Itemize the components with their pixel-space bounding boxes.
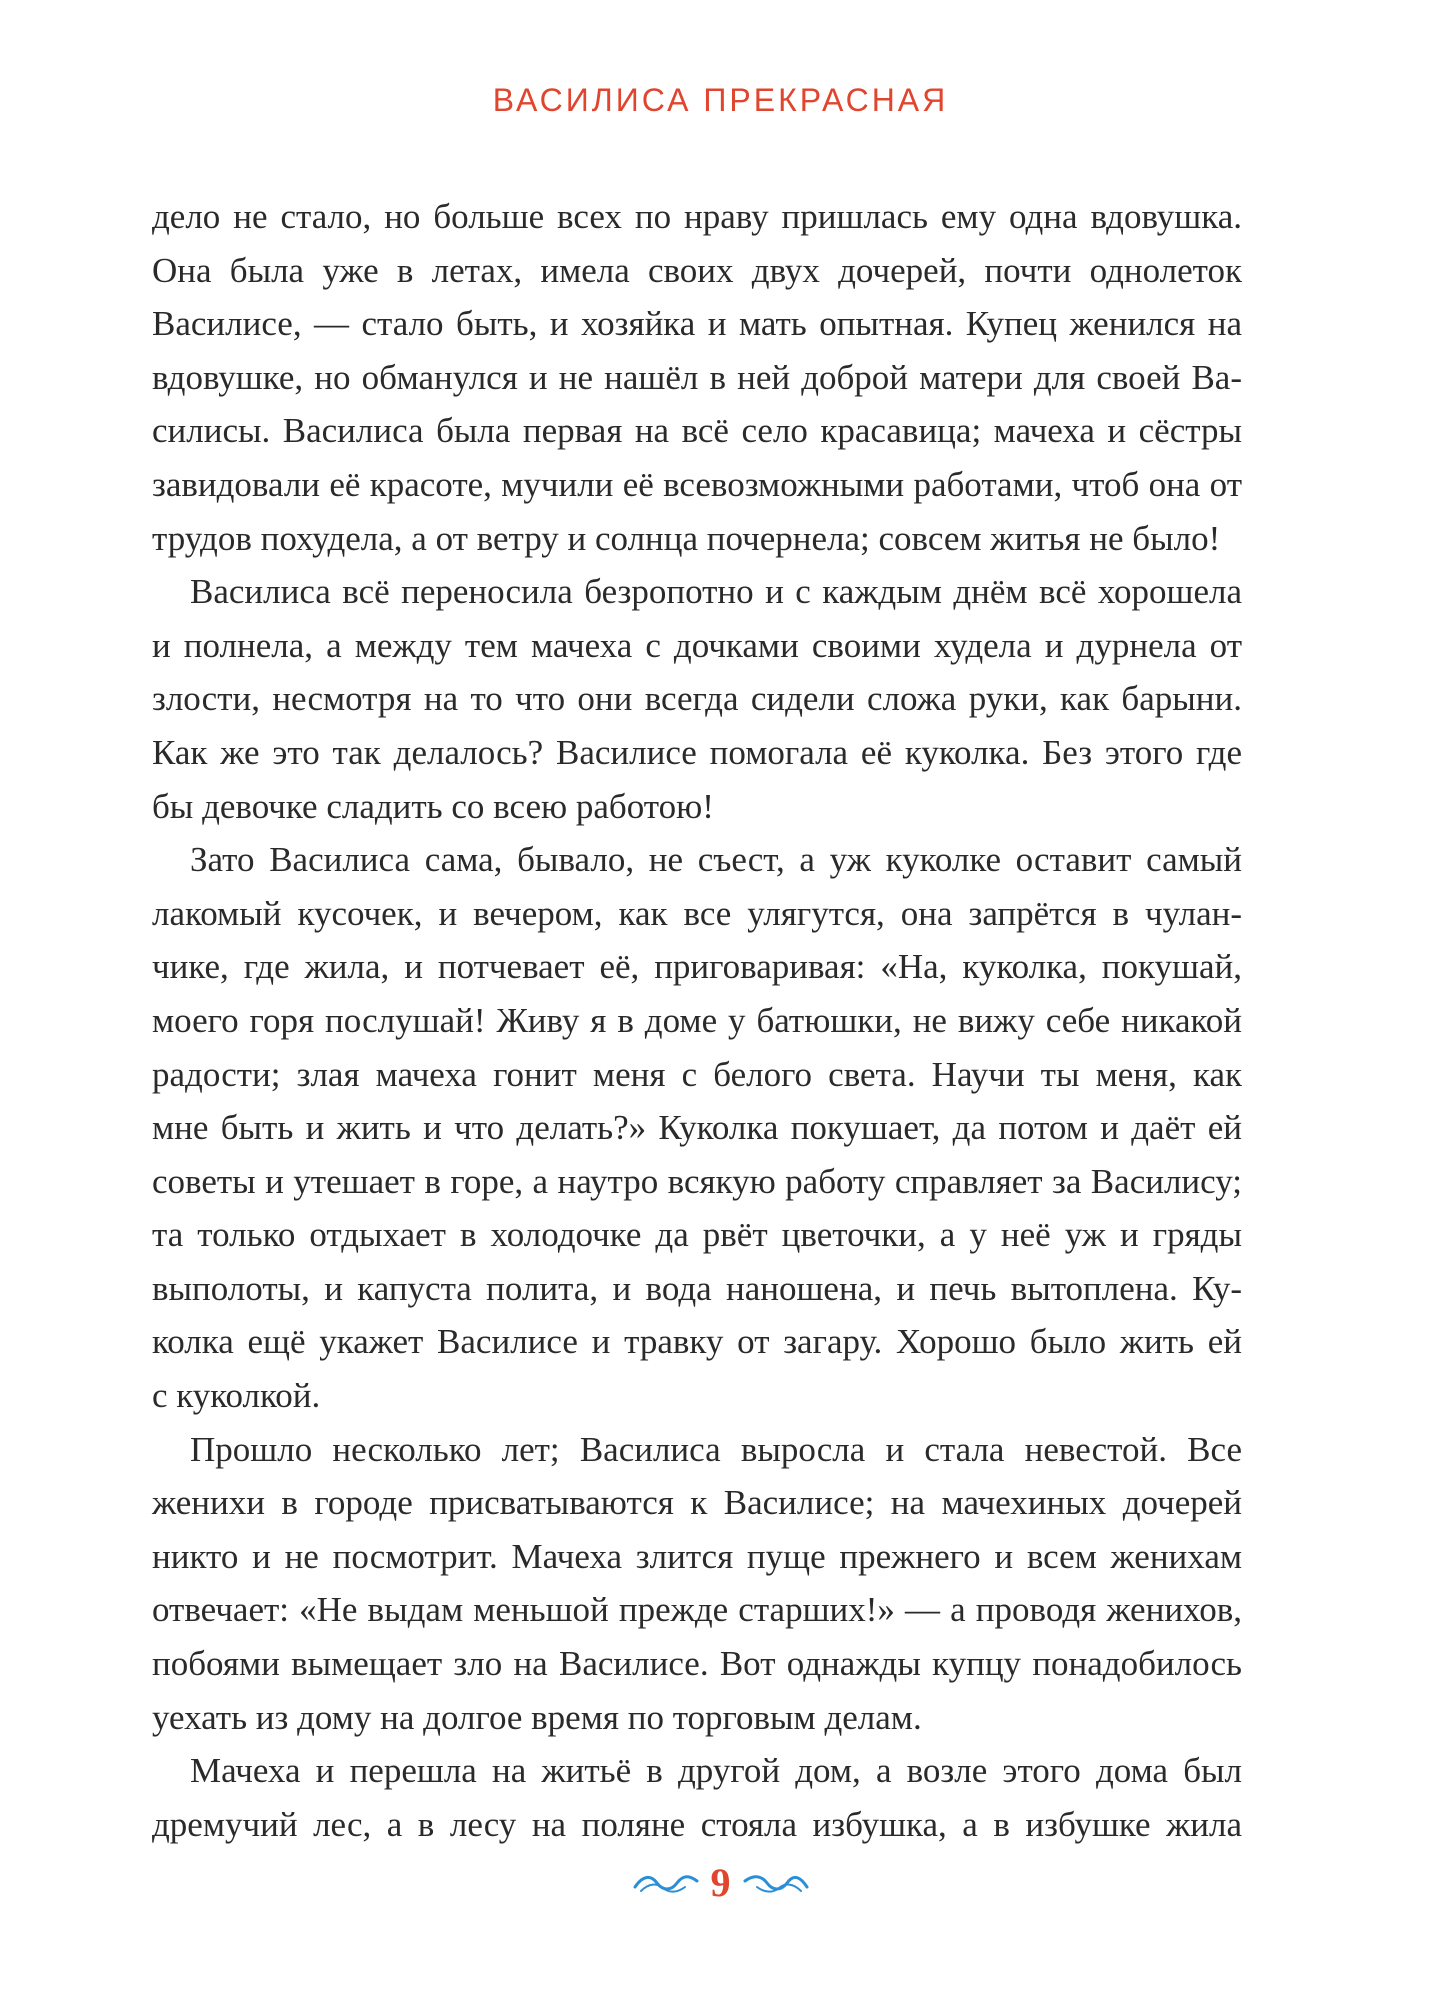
text-line: вдовушке, но обманулся и не нашёл в ней доброй матери для своей Ва- [152,357,1242,397]
text-line: дело не стало, но больше всех по нраву пришлась ему одна вдовушка. [152,197,1242,236]
page-number: 9 [710,1860,731,1905]
text-line: завидовали её красоте, мучили её всевозможными работами, чтоб она от [152,464,1242,504]
body-text [152,190,1242,1851]
text-line: Василиса всё переносила безропотно и с каждым днём всё хорошела [190,572,1242,612]
page-footer [0,1858,1441,1908]
text-line: Прошло несколько лет; Василиса выросла и стала невестой. Все [190,1429,1242,1469]
paragraph [152,190,1242,565]
text-line: с куколкой. [152,1376,321,1416]
text-line: чике, где жила, и потчевает её, приговаривая: «На, куколка, покушай, [152,947,1242,987]
paragraph [152,1744,1242,1851]
right-swash-ornament-icon [741,1871,811,1895]
text-line: мне быть и жить и что делать?» Куколка покушает, да потом и даёт ей [152,1108,1242,1148]
text-line: радости; злая мачеха гонит меня с белого света. Научи ты меня, как [152,1054,1242,1094]
text-line: бы девочке сладить со всею работою! [152,786,714,826]
text-line: женихи в городе присватываются к Василисе; на мачехиных дочерей [152,1483,1242,1523]
paragraph [152,833,1242,1423]
left-swash-ornament-icon [631,1871,701,1895]
text-line: Как же это так делалось? Василисе помогала её куколка. Без этого где [152,732,1242,772]
text-line: отвечает: «Не выдам меньшой прежде старших!» — а проводя женихов, [152,1590,1242,1630]
text-line: Она была уже в летах, имела своих двух дочерей, почти однолеток [152,250,1242,290]
text-line: та только отдыхает в холодочке да рвёт цветочки, а у неё уж и гряды [152,1215,1242,1255]
text-line: колка ещё укажет Василисе и травку от загару. Хорошо было жить ей [152,1322,1242,1362]
text-line: Мачеха и перешла на житьё в другой дом, а возле этого дома был [190,1751,1242,1791]
text-line: силисы. Василиса была первая на всё село красавица; мачеха и сёстры [152,411,1242,451]
running-head: ВАСИЛИСА ПРЕКРАСНАЯ [492,82,949,118]
text-line: и полнела, а между тем мачеха с дочками своими худела и дурнела от [152,625,1242,665]
text-line: выполоты, и капуста полита, и вода наношена, и печь вытоплена. Ку- [152,1268,1242,1308]
text-line: никто и не посмотрит. Мачеха злится пуще прежнего и всем женихам [152,1536,1242,1576]
paragraph [152,565,1242,833]
text-line: побоями вымещает зло на Василисе. Вот однажды купцу понадобилось [152,1644,1242,1684]
text-line: злости, несмотря на то что они всегда сидели сложа руки, как барыни. [152,679,1242,719]
folio [631,1858,811,1908]
text-line: лакомый кусочек, и вечером, как все улягутся, она запрётся в чулан- [152,893,1242,933]
text-line: моего горя послушай! Живу я в доме у батюшки, не вижу себе никакой [152,1000,1242,1040]
text-line: советы и утешает в горе, а наутро всякую работу справляет за Василису; [152,1161,1242,1201]
paragraph [152,1423,1242,1745]
text-line: дремучий лес, а в лесу на поляне стояла избушка, а в избушке жила [152,1804,1242,1844]
text-line: Зато Василиса сама, бывало, не съест, а уж куколке оставит самый [190,840,1242,880]
text-line: трудов похудела, а от ветру и солнца почернела; совсем житья не было! [152,518,1221,558]
text-line: Василисе, — стало быть, и хозяйка и мать опытная. Купец женился на [152,304,1242,344]
text-line: уехать из дому на долгое время по торговым делам. [152,1697,922,1737]
